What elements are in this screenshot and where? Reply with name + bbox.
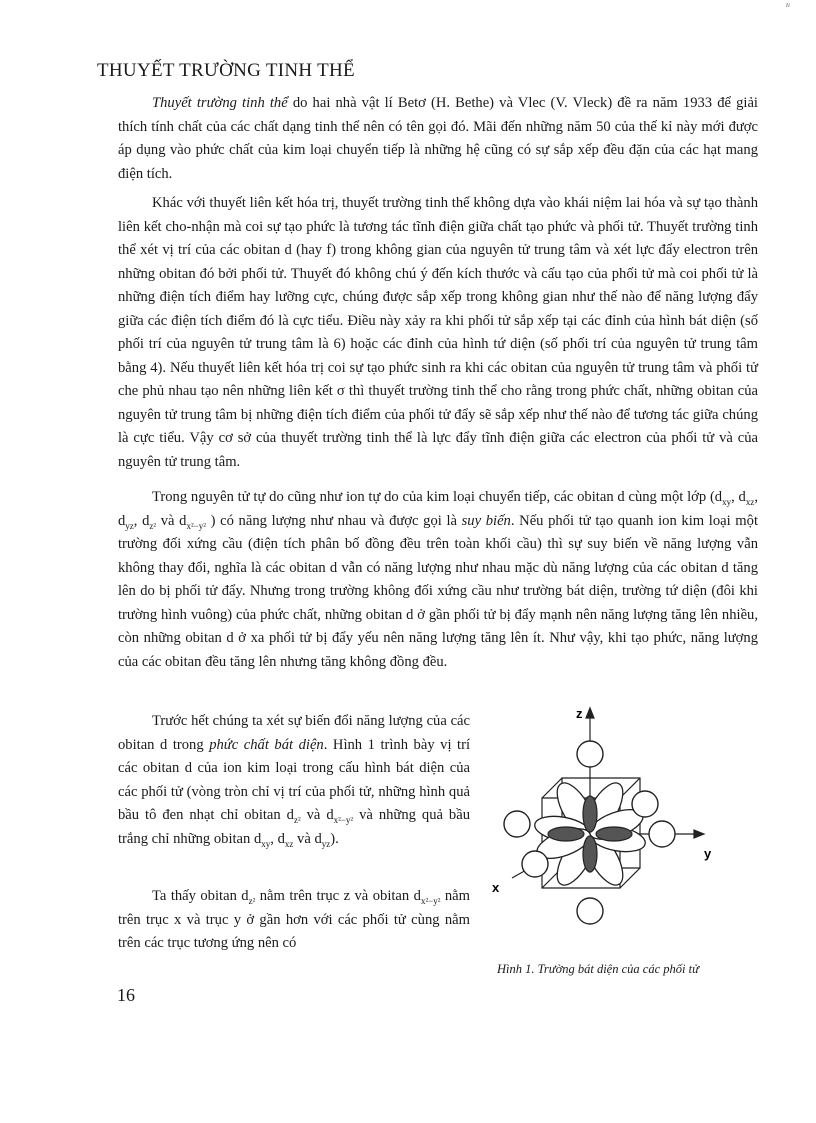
paragraph-degeneracy: Trong nguyên tử tự do cũng như ion tự do của kim loại chuyển tiếp, các obitan d cùng một lớp ($d_{xy}$, $d_{xz}$, $d_{yz}$, $d_{z^2}$ và $d_{x^2-y^2}$ ) có năng lượng như nhau và được gọi là suy biến. Nếu phối tử tạo quanh ion kim loại một trường đối xứng cầu (điện tích phân bố đồng đều trên toàn khối cầu) thì sự suy biến về năng lượng vẫn không thay đổi, nghĩa là các obitan d vẫn có năng lượng như nhau mặc dù năng lượng của các obitan d tăng lên do bị phối tử đẩy. Nhưng trong trường không đối xứng cầu như trường bát diện, trường tứ diện (đôi khi trường hình vuông) của phức chất, những obitan d ở gần phối tử bị đẩy mạnh nên năng lượng tăng lên nhiều, còn những obitan d ở xa phối tử bị đẩy yếu nên năng lượng tăng lên ít. Như vậy, khi tạo phức, năng lượng của các obitan đều tăng lên nhưng tăng không đồng đều. [118,489,759,670]
sub-xy: xy [722,496,732,507]
sub-xz: xz [745,496,755,507]
corner-mark: ₗᵢ [786,0,790,10]
axis-x-label: x [492,880,500,895]
observation-text-b: nằm trên trục z và obitan d [255,888,421,904]
octahedral-text-d: và những quả bầu trắng chỉ những obitan d [118,807,470,847]
sub-yz: yz [321,838,331,849]
term-crystal-field: Thuyết trường tinh thể [152,95,288,111]
observation-text-a: Ta thấy obitan d [152,888,249,904]
sub-z2: z² [248,895,256,906]
ligand-back [632,791,658,817]
octahedral-text-b: . Hình 1 trình bày vị trí các obitan d của ion kim loại trong cấu hình bát diện của các phối tử (vòng tròn chỉ vị trí của phối tử, những hình quả bầu tô đen nhạt chỉ obitan d [118,736,470,823]
degeneracy-text-a: Trong nguyên tử tự do cũng như ion tự do của kim loại chuyển tiếp, các obitan d cùng một lớp (d [152,489,723,505]
ligand-right [649,821,675,847]
ligand-bottom [577,898,603,924]
degeneracy-text-c: . Nếu phối tử tạo quanh ion kim loại một trường đối xứng cầu (điện tích phân bố đồng đều trên toàn khối cầu) thì sự suy biến về năng lượng vẫn không thay đổi, nghĩa là các obitan d vẫn có năng lượng như nhau mặc dù năng lượng của các obitan d tăng lên do bị phối tử đẩy. Nhưng trong trường không đối xứng cầu như trường bát diện, trường tứ diện (đôi khi trường hình vuông) của phức chất, những obitan d ở gần phối tử bị đẩy mạnh nên năng lượng tăng lên nhiều, còn những obitan d ở xa phối tử bị đẩy yếu nên năng lượng tăng lên ít. Như vậy, khi tạo phức, năng lượng của các obitan đều tăng lên nhưng tăng không đồng đều. [118,512,759,670]
paragraph-intro-text: do hai nhà vật lí Betơ (H. Bethe) và Vlec (V. Vleck) đề ra năm 1933 để giải thích tính chất của các chất dạng tinh thể nên có tên gọi đó. Mãi đến những năm 50 của thế kỉ này mới được áp dụng vào phức chất của kim loại chuyển tiếp là những hệ cũng có sự sắp xếp đều đặn của các hạt mang điện tích. [118,95,758,182]
paragraph-observation [118,885,470,956]
paragraph-intro [118,92,758,186]
ligand-left [504,811,530,837]
octahedral-text-a: Trước hết chúng ta xét sự biến đổi năng lượng của các obitan d trong [118,713,470,753]
z-axis-arrow [586,708,594,718]
sub-xz: xz [284,838,294,849]
page-number: 16 [117,985,135,1005]
figure-caption: Hình 1. Trường bát diện của các phối tử [497,962,699,976]
paragraph-comparison: Khác với thuyết liên kết hóa trị, thuyết trường tinh thể không dựa vào khái niệm lai hóa và sự tạo thành liên kết cho-nhận mà coi sự tạo phức là tương tác tĩnh điện giữa chất tạo phức và phối tử. Thuyết trường tinh thể xét vị trí của các obitan d (hay f) trong không gian của nguyên tử trung tâm và xét lực đẩy electron trên những obitan đó bởi phối tử. Thuyết đó không chú ý đến kích thước và cấu tạo của phối tử mà coi phối tử là những điện tích điểm hay lưỡng cực, chúng được sắp xếp trong không gian như thế nào để năng lượng đẩy giữa các điện tích điểm đó là cực tiểu. Điều này xảy ra khi phối tử sắp xếp tại các đỉnh của hình bát diện (số phối trí của nguyên tử trung tâm là 6) hoặc các đỉnh của hình tứ diện (số phối trí của nguyên tử trung tâm bằng 4). Nếu thuyết liên kết hóa trị coi sự tạo phức sinh ra khi các obitan của nguyên tử trung tâm và phối tử che phủ nhau tạo nên những liên kết σ thì thuyết trường tinh thể cho rằng trong phức chất, những obitan của nguyên tử trung tâm bị những điện tích điểm của phối tử đẩy sẽ sắp xếp như thế nào để tương tác giữa chúng là cực tiểu. Vậy cơ sở của thuyết trường tinh thể là lực đẩy tĩnh điện giữa các electron của phối tử và của nguyên tử trung tâm. [118,195,758,470]
term-degenerate: suy biến [461,512,511,529]
paragraph-octahedral: Trước hết chúng ta xét sự biến đổi năng lượng của các obitan d trong phức chất bát diện. Hình 1 trình bày vị trí các obitan d của ion kim loại trong cấu hình bát diện của các phối tử (vòng tròn chỉ vị trí của phối tử, những hình quả bầu tô đen nhạt chỉ obitan $d_{z^2}$ và $d_{x^2-y^2}$ và những quả bầu trắng chỉ những obitan $d_{xy}$, $d_{xz}$ và $d_{yz}$). [118,713,470,849]
observation-text-c: nằm trên trục x và trục y ở gần hơn với các phối tử cùng nằm trên các trục tương ứng nên có [118,888,471,951]
sub-x2y2: x²−y² [186,520,206,531]
octahedral-text-c: và d [300,807,334,823]
axis-y-label: y [704,846,712,861]
sub-z2: z² [149,520,157,531]
sub-x2y2: x²−y² [420,895,441,906]
axis-z-label: z [576,706,583,721]
octahedral-text-e: ). [330,830,339,847]
term-octahedral-complex: phức chất bát diện [209,736,324,753]
ligand-front [522,851,548,877]
sub-yz: yz [125,520,134,531]
octahedral-field-figure [490,706,760,946]
y-axis-arrow [694,830,704,838]
sub-x2y2: x²−y² [333,814,354,825]
sub-z2: z² [293,814,301,825]
ligand-top [577,741,603,767]
degeneracy-text-b: ) có năng lượng như nhau và được gọi là [210,512,462,529]
section-heading: THUYẾT TRƯỜNG TINH THỂ [97,60,355,81]
sub-xy: xy [261,838,271,849]
